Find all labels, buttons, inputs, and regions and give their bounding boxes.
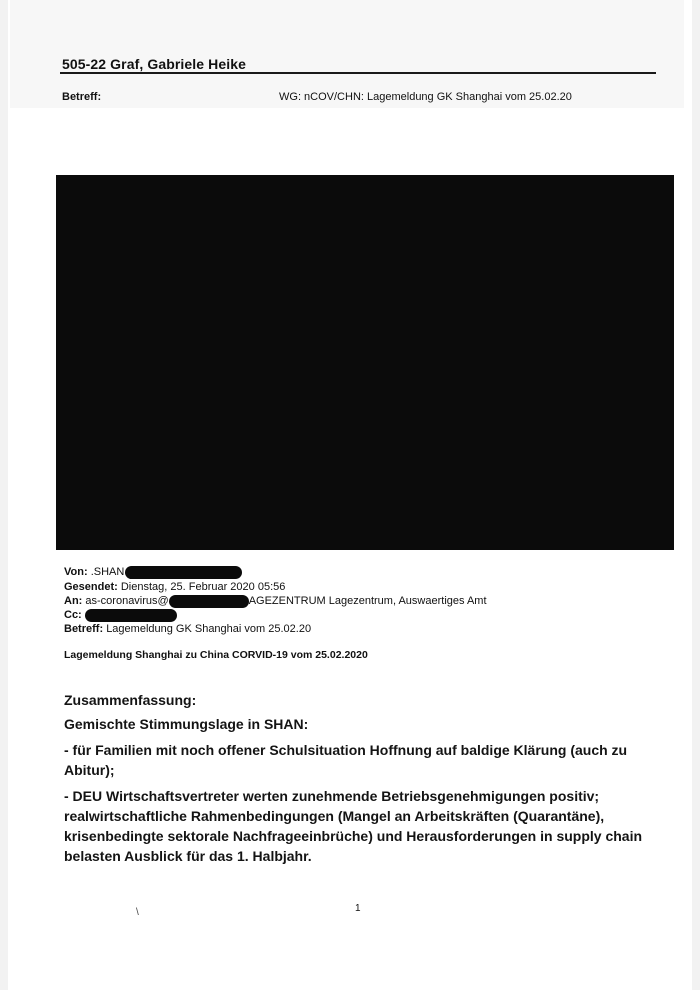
redaction-pill [85, 609, 177, 622]
subject-label: Betreff: [64, 623, 104, 635]
bullet-point-1: - für Familien mit noch offener Schulsituation Hoffnung auf baldige Klärung (auch zu Abitur); [64, 742, 628, 778]
header-subject-label: Betreff: [62, 91, 102, 103]
cc-label: Cc: [64, 609, 82, 621]
sent-line [64, 580, 285, 594]
to-value-end: AGEZENTRUM Lagezentrum, Auswaertiges Amt [248, 595, 487, 607]
page-number: 1 [355, 903, 361, 914]
sender-name: 505-22 Graf, Gabriele Heike [62, 56, 247, 72]
redaction-pill [169, 595, 249, 608]
header-subject-value: WG: nCOV/CHN: Lagemeldung GK Shanghai vom 25.02.20 [279, 91, 572, 103]
to-value-start: as-coronavirus@ [85, 595, 169, 607]
sent-value: Dienstag, 25. Februar 2020 05:56 [120, 581, 286, 593]
subject-value: Lagemeldung GK Shanghai vom 25.02.20 [106, 623, 312, 635]
sent-label: Gesendet: [64, 581, 118, 593]
summary-heading: Zusammenfassung: [64, 692, 197, 708]
to-line [64, 594, 487, 608]
scan-mark: \ [136, 907, 139, 918]
mood-line: Gemischte Stimmungslage in SHAN: [64, 716, 309, 732]
from-label: Von: [64, 566, 88, 578]
header-divider [60, 72, 656, 74]
subject-line [64, 622, 311, 636]
redaction-block [56, 175, 674, 550]
from-value: .SHAN [90, 566, 125, 578]
bullet-point-2: - DEU Wirtschaftsvertreter werten zunehmende Betriebsgenehmigungen positiv; realwirtschaftliche Rahmenbedingungen (Mangel an Arbeitskräften (Quarantäne), krisenbedingte sektorale Nachfrageeinbrüche) und Herausforderungen in supply chain belasten Ausblick für das 1. Halbjahr. [64, 788, 643, 864]
from-line [64, 565, 242, 579]
redaction-pill [125, 566, 242, 579]
to-label: An: [64, 595, 83, 607]
cc-line [64, 608, 177, 622]
report-title: Lagemeldung Shanghai zu China CORVID-19 vom 25.02.2020 [64, 649, 368, 661]
